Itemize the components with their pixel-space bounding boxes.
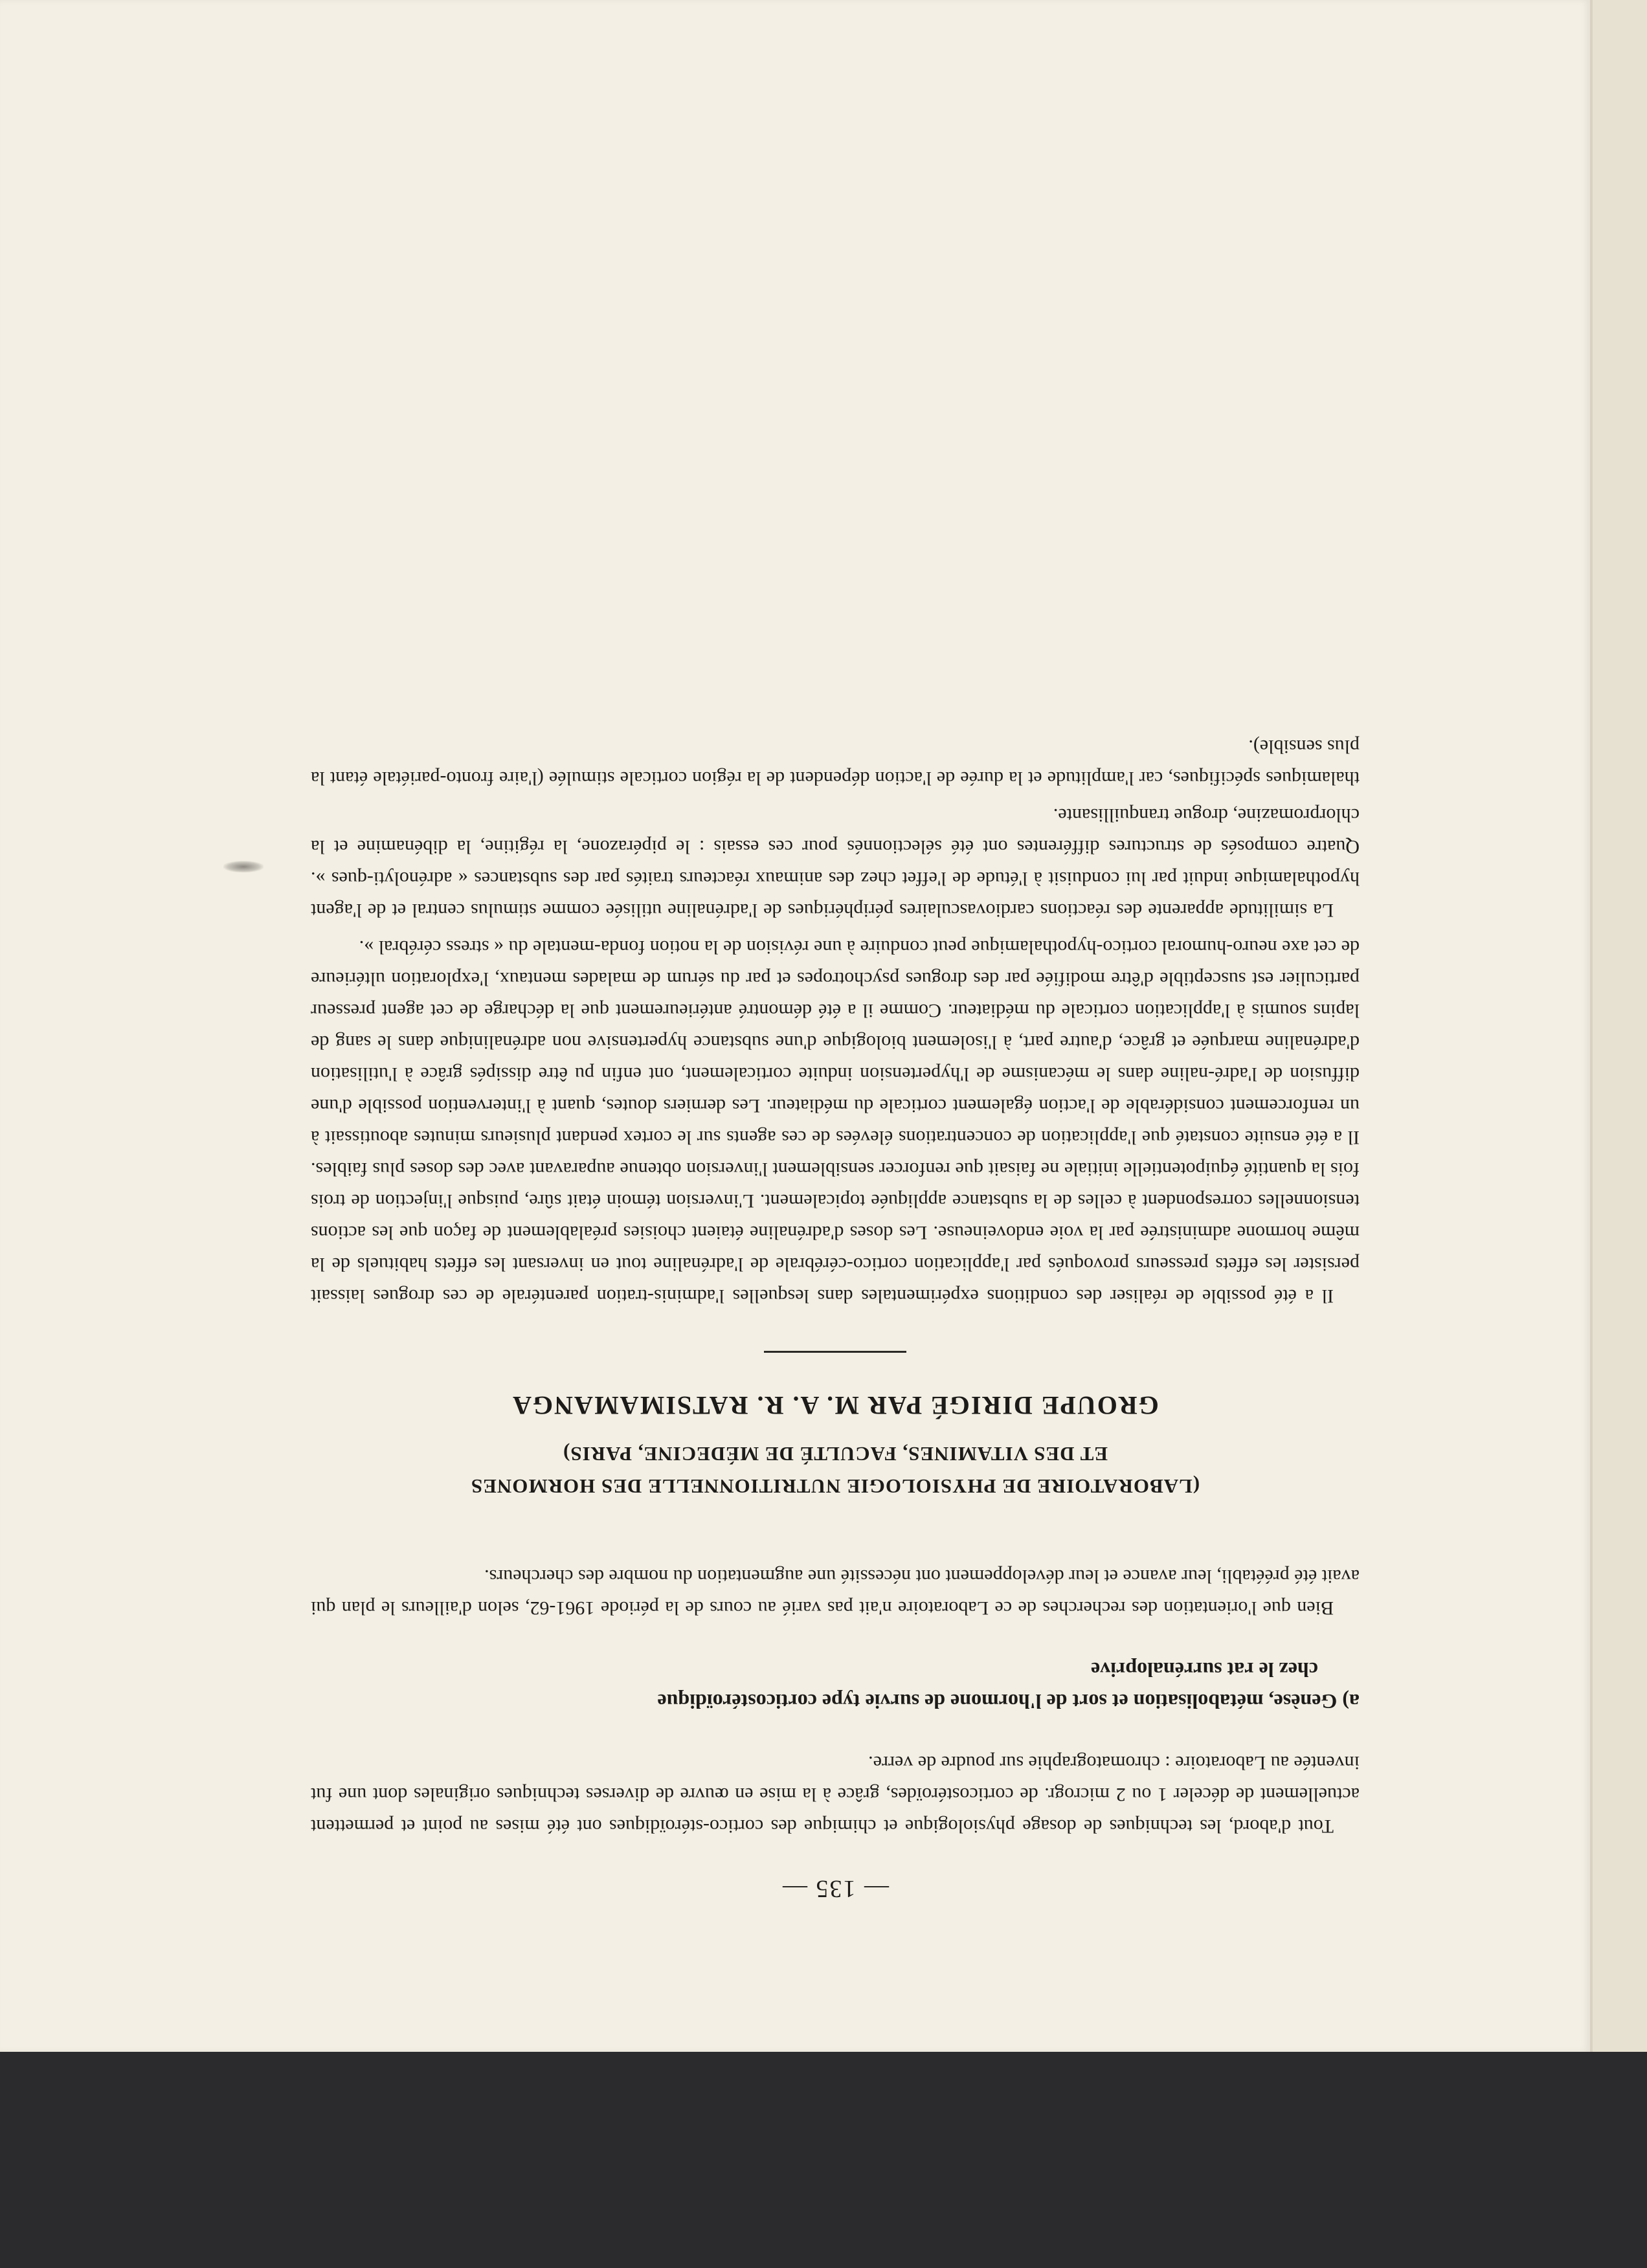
similitude-paragraph: La similitude apparente des réactions cardiovasculaires périphériques de l'adrénaline utilisée comme stimulus central et de l'agent hypothalamique induit par lui conduisit à l'étude de l'effet chez des animaux réacteurs traités par des substances « adrénolyti-ques ». Quatre composés de structures différentes ont été sélectionnés pour ces essais : le pipérazone, la régitine, la dibénamine et la chlorpromazine, drogue tranquillisante.	[311, 805, 1360, 921]
section-a-heading-line1: a) Genèse, métabolisation et sort de l'hormone de survie type corticostéroïdique	[657, 1690, 1360, 1713]
section-divider	[764, 1351, 906, 1353]
stress-paragraph: Il a été possible de réaliser des conditions expérimentales dans lesquelles l'adminis-tration parentérale de ces drogues laissait persister les effets presseurs provoqués par l'application cortico-cérébrale de l'adrénaline tout en inversant les effets habituels de la même hormone administrée par la voie endoveineuse. Les doses d'adrénaline étaient choisies préalablement de façon que les actions tensionnelles correspondent à celles de la substance appliquée topicalement. L'inversion témoin était sûre, puisque l'injection de trois fois la quantité équipotentielle initiale ne faisait que renforcer sensiblement l'inversion obtenue auparavant avec des doses plus faibles. Il a été ensuite constaté que l'application de concentrations élevées de ces agents sur le cortex pendant plusieurs minutes aboutissait à un renforcement considérable de l'action également corticale du médiateur. Les derniers doutes, quant à l'intervention possible d'une diffusion de l'adré-naline dans le mécanisme de l'hypertension induite corticalement, ont enfin pu être dissipés grâce à l'utilisation d'adrénaline marquée et grâce, d'autre part, à l'isolement biologique d'une substance hypertensive non adrénalinique dans le sang de lapins soumis à l'application corticale du médiateur. Comme il a été démontré antérieurement que la décharge de cet agent presseur particulier est susceptible d'être modifiée par des drogues psychotropes et par du sérum de malades mentaux, l'exploration ultérieure de cet axe neuro-humoral cortico-hypothalamique peut conduire à une révision de la notion fonda-mentale du « stress cérébral ».	[311, 937, 1360, 1307]
section-a-heading-line2: chez le rat surrénaloprive	[1091, 1658, 1318, 1682]
lab-name-line1: (LABORATOIRE DE PHYSIOLOGIE NUTRITIONNELLE DES HORMONES	[470, 1475, 1200, 1498]
page-number: — 135 —	[781, 1875, 889, 1902]
ink-smudge	[223, 861, 263, 873]
page-content-upside-down	[311, 181, 1360, 1903]
thalamiques-paragraph: thalamiques spécifiques, car l'amplitude et la durée de l'action dépendent de la région corticale stimulée (l'aire fronto-pariétale étant la plus sensible).	[311, 736, 1360, 789]
scanner-background	[0, 2052, 1647, 2268]
bien-que-paragraph: Bien que l'orientation des recherches de ce Laboratoire n'ait pas varié au cours de la période 1961-62, selon d'ailleurs le plan qui avait été préétabli, leur avance et leur développement ont nécessité une augmentation du nombre des chercheurs.	[311, 1566, 1360, 1619]
group-title: GROUPE DIRIGÉ PAR M. A. R. RATSIMAMANGA	[511, 1391, 1159, 1420]
section-a-heading	[311, 1654, 1360, 1717]
lab-name-line2: ET DES VITAMINES, FACULTÉ DE MÉDECINE, PARIS)	[563, 1443, 1108, 1465]
section-a-intro-paragraph: Tout d'abord, les techniques de dosage physiologique et chimique des cortico-stéroïdiques ont été mises au point et permettent actuellement de déceler 1 ou 2 microgr. de corticostéroïdes, grâce à la mise en œuvre de diverses techniques originales dont une fut inventée au Laboratoire : chromatographie sur poudre de verre.	[311, 1752, 1360, 1837]
next-page-edge	[1593, 0, 1647, 2052]
